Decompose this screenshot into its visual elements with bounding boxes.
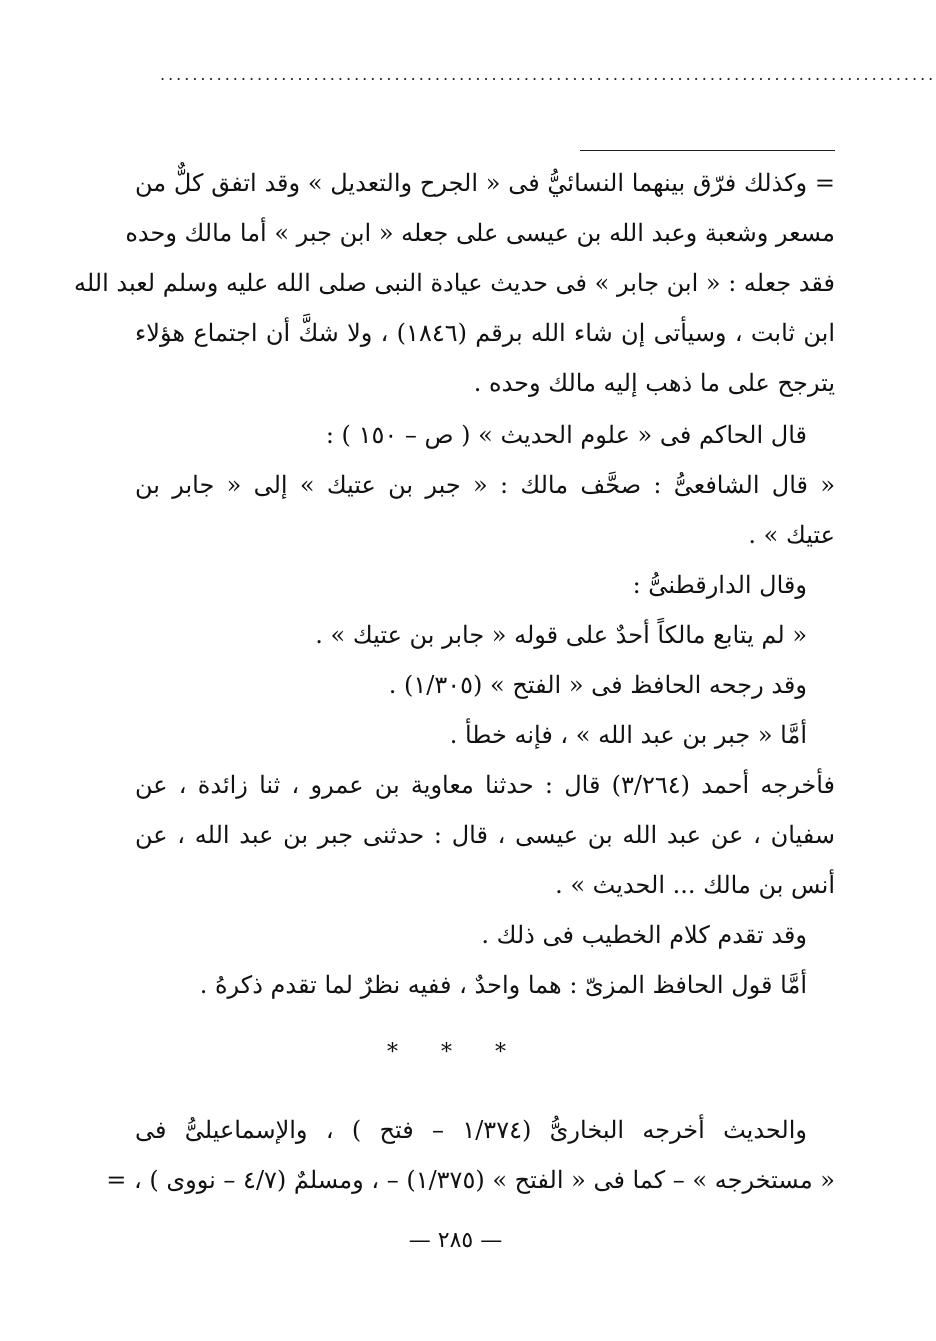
text-line: سفيان ، عن عبد الله بن عيسى ، قال : حدثنى جبر بن عبد الله ، عن [135, 821, 835, 849]
closing-text-block [106, 1105, 835, 1205]
text-line: « قال الشافعىُّ : صحَّف مالك : « جبر بن عتيك » إلى « جابر بن [135, 471, 835, 499]
text-line: وقد رجحه الحافظ فى « الفتح » (١/٣٠٥) . [388, 671, 807, 699]
section-separator: * * * [387, 1040, 524, 1065]
footnote-continuation [73, 158, 835, 408]
text-line: وقال الدارقطنىُّ : [632, 571, 807, 599]
text-line: « لم يتابع مالكاً أحدٌ على قوله « جابر بن عتيك » . [315, 621, 807, 649]
text-line: = وكذلك فرّق بينهما النسائيُّ فى « الجرح والتعديل » وقد اتفق كلٌّ من [135, 169, 835, 197]
text-line: عتيك » . [748, 521, 835, 549]
dotted-separator-line: ................................................................................................ [160, 65, 936, 84]
text-line: وقد تقدم كلام الخطيب فى ذلك . [481, 921, 807, 949]
text-line: أمَّا قول الحافظ المزىّ : هما واحدٌ ، ففيه نظرٌ لما تقدم ذكرهُ . [199, 971, 807, 999]
text-line: فأخرجه أحمد (٣/٢٦٤) قال : حدثنا معاوية بن عمرو ، ثنا زائدة ، عن [135, 771, 835, 799]
footnote-rule [580, 150, 835, 151]
text-line: قال الحاكم فى « علوم الحديث » ( ص – ١٥٠ ) : [325, 421, 807, 449]
text-line: فقد جعله : « ابن جابر » فى حديث عيادة النبى صلى الله عليه وسلم لعبد الله [73, 269, 835, 297]
text-line: « مستخرجه » – كما فى « الفتح » (١/٣٧٥) – ، ومسلمٌ (٤/٧ – نووى ) ، = [106, 1166, 835, 1194]
text-line: يترجح على ما ذهب إليه مالك وحده . [473, 369, 835, 397]
text-line: ابن ثابت ، وسيأتى إن شاء الله برقم (١٨٤٦) ، ولا شكَّ أن اجتماع هؤلاء [135, 319, 835, 347]
main-text-block [135, 410, 835, 1010]
text-line: أنس بن مالك ... الحديث » . [555, 871, 835, 899]
text-line: والحديث أخرجه البخارىُّ (١/٣٧٤ – فتح ) ، والإسماعيلىُّ فى [135, 1116, 807, 1144]
page-number: — ٢٨٥ — [408, 1228, 503, 1253]
text-line: أمَّا « جبر بن عبد الله » ، فإنه خطأ . [449, 721, 807, 749]
text-line: مسعر وشعبة وعبد الله بن عيسى على جعله « ابن جبر » أما مالك وحده [125, 219, 835, 247]
